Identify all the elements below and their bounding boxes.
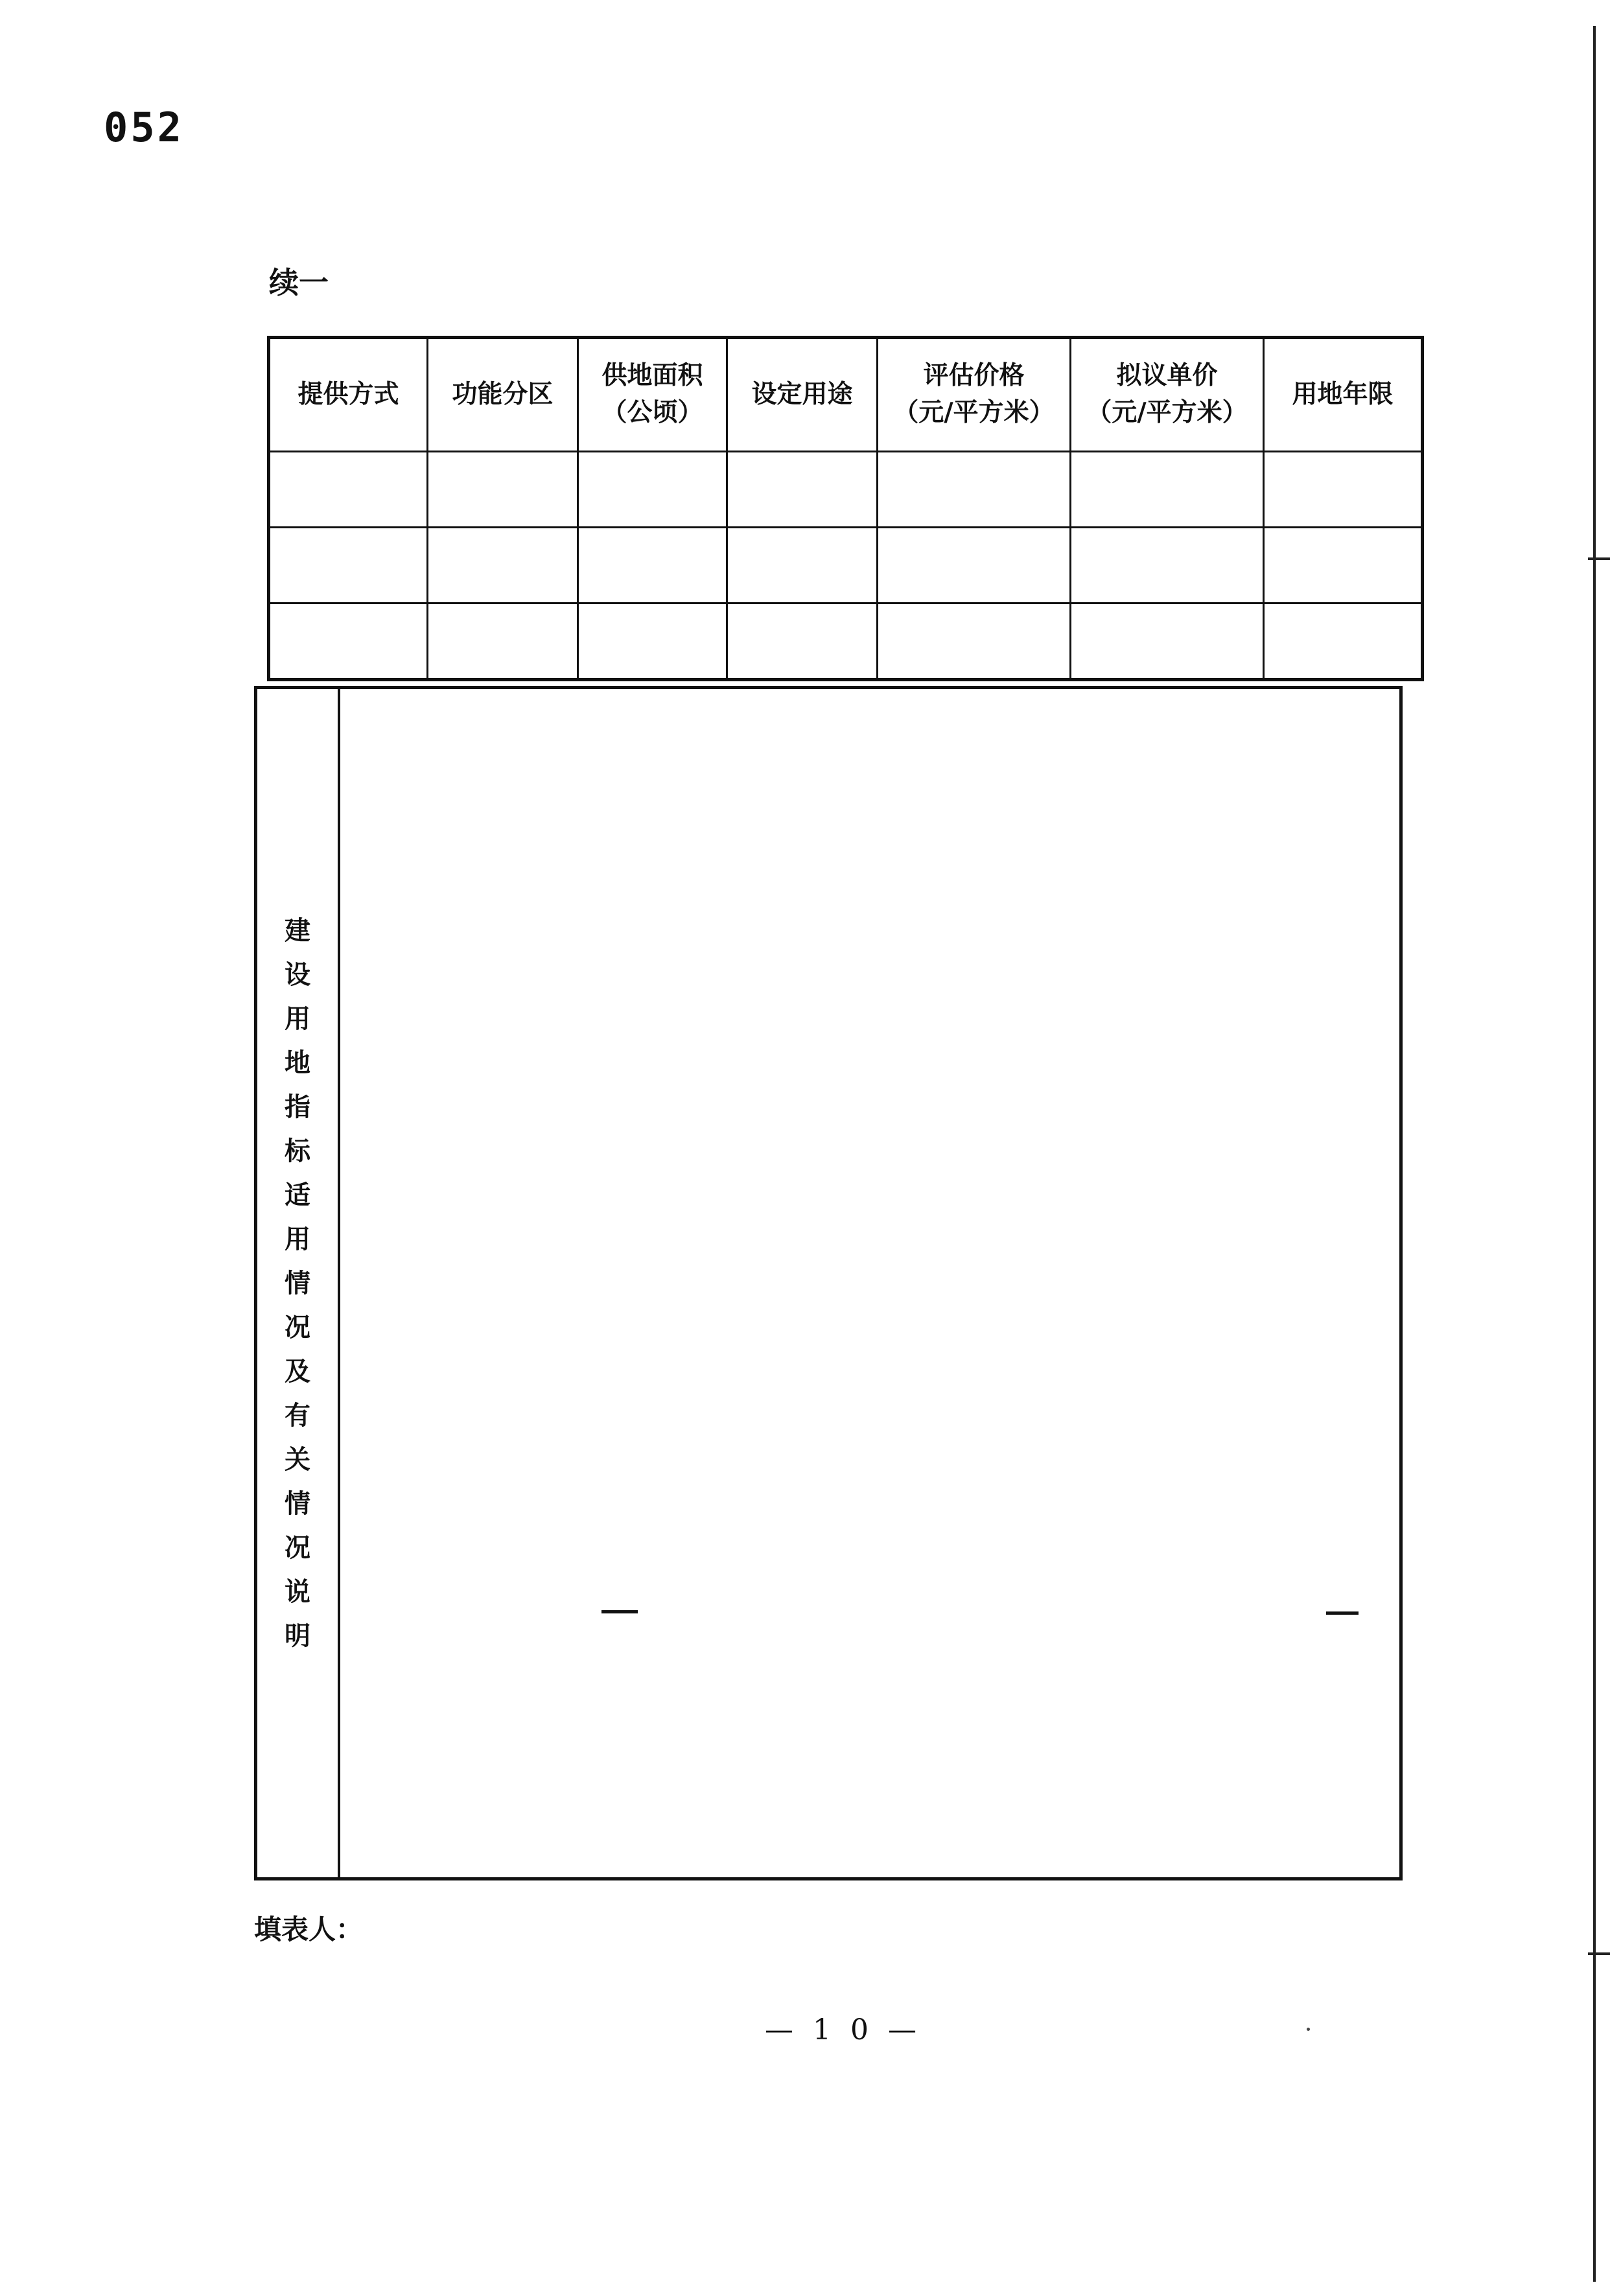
continuation-label: 续一: [269, 265, 329, 300]
table-row: [269, 452, 1423, 528]
table-cell[interactable]: [578, 528, 727, 603]
description-label-char: 地: [285, 1048, 310, 1078]
description-label-char: 情: [285, 1268, 310, 1298]
description-label-char: 适: [285, 1180, 310, 1210]
page-edge-rule: [1593, 26, 1596, 2282]
land-supply-table: [267, 336, 1424, 681]
description-label-char: 说: [285, 1576, 310, 1607]
description-label-char: 设: [285, 959, 310, 990]
description-label-char: 建: [285, 915, 310, 946]
header-land-use-term: 用地年限: [1264, 338, 1423, 452]
table-cell[interactable]: [1264, 603, 1423, 680]
header-appraised-price: 评估价格 （元/平方米）: [878, 338, 1071, 452]
table-cell[interactable]: [269, 603, 428, 680]
table-cell[interactable]: [727, 603, 878, 680]
header-functional-zone: 功能分区: [428, 338, 578, 452]
table-cell[interactable]: [1264, 528, 1423, 603]
table-cell[interactable]: [1071, 603, 1264, 680]
table-row: [269, 603, 1423, 680]
description-label-char: 用: [285, 1224, 310, 1254]
table-cell[interactable]: [578, 452, 727, 528]
content-dash-mark: [1326, 1611, 1359, 1615]
header-proposed-unit-price: 拟议单价 （元/平方米）: [1071, 338, 1264, 452]
header-designated-use: 设定用途: [727, 338, 878, 452]
description-label-char: 指: [285, 1092, 310, 1122]
table-cell[interactable]: [1264, 452, 1423, 528]
table-cell[interactable]: [428, 528, 578, 603]
table-cell[interactable]: [1071, 452, 1264, 528]
page-edge-notch: [1588, 557, 1610, 560]
description-label-char: 及: [285, 1356, 310, 1387]
description-label-char: 关: [285, 1444, 310, 1475]
description-label-char: 明: [285, 1621, 310, 1651]
table-cell[interactable]: [428, 603, 578, 680]
table-cell[interactable]: [578, 603, 727, 680]
description-label-char: 用: [285, 1003, 310, 1034]
table-cell[interactable]: [269, 528, 428, 603]
table-cell[interactable]: [727, 528, 878, 603]
table-cell[interactable]: [269, 452, 428, 528]
page-number-top: 052: [104, 104, 184, 151]
table-cell[interactable]: [1071, 528, 1264, 603]
description-label-char: 况: [285, 1532, 310, 1563]
page-edge-notch: [1588, 1952, 1610, 1955]
table-cell[interactable]: [878, 603, 1071, 680]
header-supply-area: 供地面积 （公顷）: [578, 338, 727, 452]
description-section: [254, 686, 1403, 1880]
scan-speck: [1307, 2028, 1310, 2031]
form-filler-label: 填表人：: [254, 1914, 364, 1945]
description-section-label: [257, 689, 340, 1877]
table-header-row: [269, 338, 1423, 452]
table-row: [269, 528, 1423, 603]
description-label-char: 标: [285, 1136, 310, 1166]
table-cell[interactable]: [878, 452, 1071, 528]
header-supply-method: 提供方式: [269, 338, 428, 452]
table-cell[interactable]: [428, 452, 578, 528]
description-label-char: 情: [285, 1488, 310, 1519]
page-number-bottom: — 1 0 —: [765, 2013, 922, 2046]
table-cell[interactable]: [878, 528, 1071, 603]
table-cell[interactable]: [727, 452, 878, 528]
content-dash-mark: [601, 1610, 638, 1613]
description-label-char: 况: [285, 1312, 310, 1342]
description-content-area[interactable]: [340, 689, 1399, 1877]
description-label-char: 有: [285, 1400, 310, 1431]
